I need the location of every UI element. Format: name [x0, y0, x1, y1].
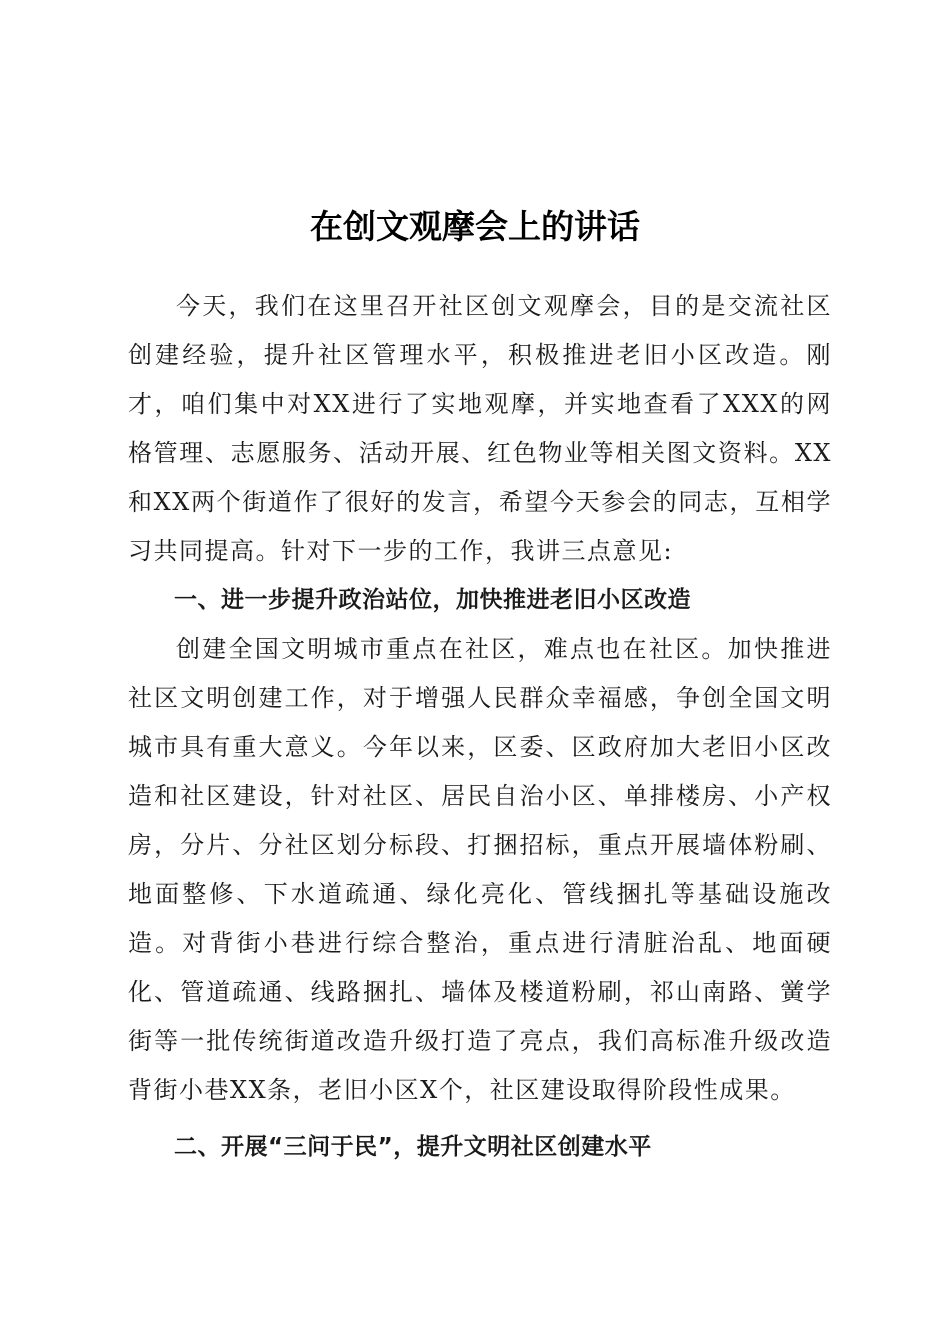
section-heading-1: 一、进一步提升政治站位，加快推进老旧小区改造 — [174, 587, 691, 613]
document-title: 在创文观摩会上的讲话 — [310, 207, 640, 246]
section-heading-2: 二、开展“三问于民”，提升文明社区创建水平 — [174, 1134, 652, 1160]
intro-paragraph: 今天，我们在这里召开社区创文观摩会，目的是交流社区创建经验，提升社区管理水平，积极推进老旧小区改造。刚才，咱们集中对XX进行了实地观摩，并实地查看了XXX的网格管理、志愿服务、活动开展、红色物业等相关图文资料。XX和XX两个街道作了很好的发言，希望今天参会的同志，互相学习共同提高。针对下一步的工作，我讲三点意见: — [128, 292, 832, 565]
section-1-paragraph: 创建全国文明城市重点在社区，难点也在社区。加快推进社区文明创建工作，对于增强人民群众幸福感，争创全国文明城市具有重大意义。今年以来，区委、区政府加大老旧小区改造和社区建设，针对社区、居民自治小区、单排楼房、小产权房，分片、分社区划分标段、打捆招标，重点开展墙体粉刷、地面整修、下水道疏通、绿化亮化、管线捆扎等基础设施改造。对背街小巷进行综合整治，重点进行清脏治乱、地面硬化、管道疏通、线路捆扎、墙体及楼道粉刷，祁山南路、黉学街等一批传统街道改造升级打造了亮点，我们高标准升级改造背街小巷XX条，老旧小区X个，社区建设取得阶段性成果。 — [128, 635, 832, 1104]
document-body — [128, 282, 832, 1172]
